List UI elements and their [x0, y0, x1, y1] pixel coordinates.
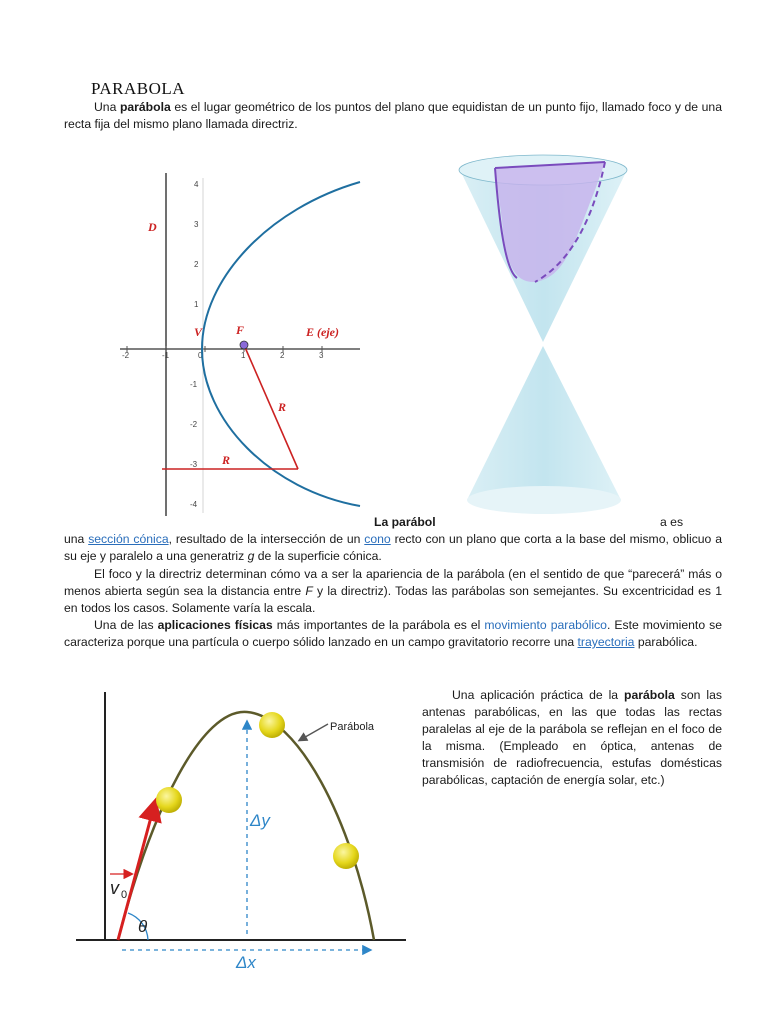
focus-distance-line — [244, 345, 298, 469]
antenna-text: son las antenas parabólicas, en las que todas las rectas paralelas al eje de la parábola se reflejan en el foco de la misma. (Empleado en óptica, antenas de transmisión de radiofrecuencia, estufas domésticas parabólicas, captación de energía solar, etc.) — [422, 688, 722, 787]
focus-paragraph — [64, 566, 722, 617]
radius-label: R — [278, 400, 287, 414]
focus-symbol: F — [305, 584, 313, 598]
v0-vector — [118, 806, 154, 940]
figure-caption-right: a es — [660, 515, 684, 529]
conic-text: recto con un plano que corta a la base del mismo, oblicuo a su eje y paralelo a una generatriz — [64, 532, 722, 563]
movimiento-parabolico-link[interactable]: movimiento parabólico — [484, 618, 607, 632]
x-tick: 0 — [198, 351, 203, 360]
double-cone-illustration — [455, 150, 635, 522]
y-tick: 1 — [194, 300, 199, 309]
projectile-ball — [333, 843, 359, 869]
projectile-ball — [259, 712, 285, 738]
y-tick: 2 — [194, 260, 199, 269]
generatrix-symbol: g — [247, 549, 255, 563]
intro-bold-term: parábola — [119, 100, 171, 114]
antenna-text: Una aplicación práctica de la — [452, 688, 625, 702]
projectile-ball — [156, 787, 182, 813]
x-tick: -2 — [122, 351, 130, 360]
y-tick: -3 — [190, 460, 198, 469]
x-tick: -1 — [162, 351, 170, 360]
lower-cone — [467, 346, 621, 500]
intro-paragraph — [64, 99, 722, 133]
parabola-pointer-arrow — [300, 724, 328, 740]
y-tick: 4 — [194, 180, 199, 189]
page-title: PARABOLA — [91, 79, 186, 98]
antenna-bold-term: parábola — [624, 688, 675, 702]
figure-caption-left: La parábol — [374, 515, 436, 529]
app-text: . Este movimiento se caracteriza porque una partícula o cuerpo sólido lanzado en un campo gravitatorio recorre una — [64, 618, 722, 649]
trajectory-diagram — [72, 688, 408, 970]
y-tick: -4 — [190, 500, 198, 509]
seccion-conica-link[interactable]: sección cónica — [88, 532, 169, 546]
focus-text: y la directriz). Todas las parábolas son semejantes. Su excentricidad es 1 en todos los casos. Solamente varía la escala. — [64, 584, 722, 615]
intro-text-post: es el lugar geométrico de los puntos del plano que equidistan de un punto fijo, llamado foco y de una recta fija del mismo plano llamada directriz. — [64, 100, 722, 131]
cono-link[interactable]: cono — [364, 532, 391, 546]
parabola-label: Parábola — [330, 721, 375, 733]
y-tick: -1 — [190, 380, 198, 389]
conic-text: una — [64, 532, 89, 546]
y-tick: -2 — [190, 420, 198, 429]
trayectoria-link[interactable]: trayectoria — [577, 635, 635, 649]
y-tick: 3 — [194, 220, 199, 229]
radius-label: R — [222, 453, 231, 467]
x-tick: 1 — [241, 351, 246, 360]
app-text: Una de las — [94, 618, 158, 632]
focus-label: F — [236, 323, 245, 337]
focus-text: El foco y la directriz determinan cómo va a ser la apariencia de la parábola (en el sentido de que “parecerá” más o menos abierta según sea la distancia entre — [64, 567, 722, 598]
app-bold-term: aplicaciones físicas — [157, 618, 273, 632]
theta-label: θ — [138, 917, 148, 936]
antenna-paragraph — [422, 687, 722, 789]
dy-label: Δy — [250, 811, 270, 830]
focus-point — [240, 341, 248, 349]
conic-text: , resultado de la intersección de un — [168, 532, 365, 546]
app-text: más importantes de la parábola es el — [272, 618, 485, 632]
v0-label: v — [110, 878, 119, 898]
parabola-graph — [110, 168, 370, 520]
axis-label: E (eje) — [306, 325, 339, 339]
lower-cone-base — [467, 486, 621, 514]
dx-label: Δx — [236, 953, 256, 970]
applications-paragraph — [64, 617, 722, 651]
trajectory-curve — [118, 712, 374, 940]
x-tick: 2 — [280, 351, 285, 360]
conic-text: de la superficie cónica. — [254, 549, 382, 563]
conic-paragraph — [64, 531, 722, 565]
v0-subscript: 0 — [121, 889, 128, 901]
app-text: parabólica. — [634, 635, 698, 649]
x-tick: 3 — [319, 351, 324, 360]
vertex-label: V — [194, 325, 203, 339]
intro-text-pre: Una — [94, 100, 120, 114]
directrix-label: D — [148, 220, 157, 234]
